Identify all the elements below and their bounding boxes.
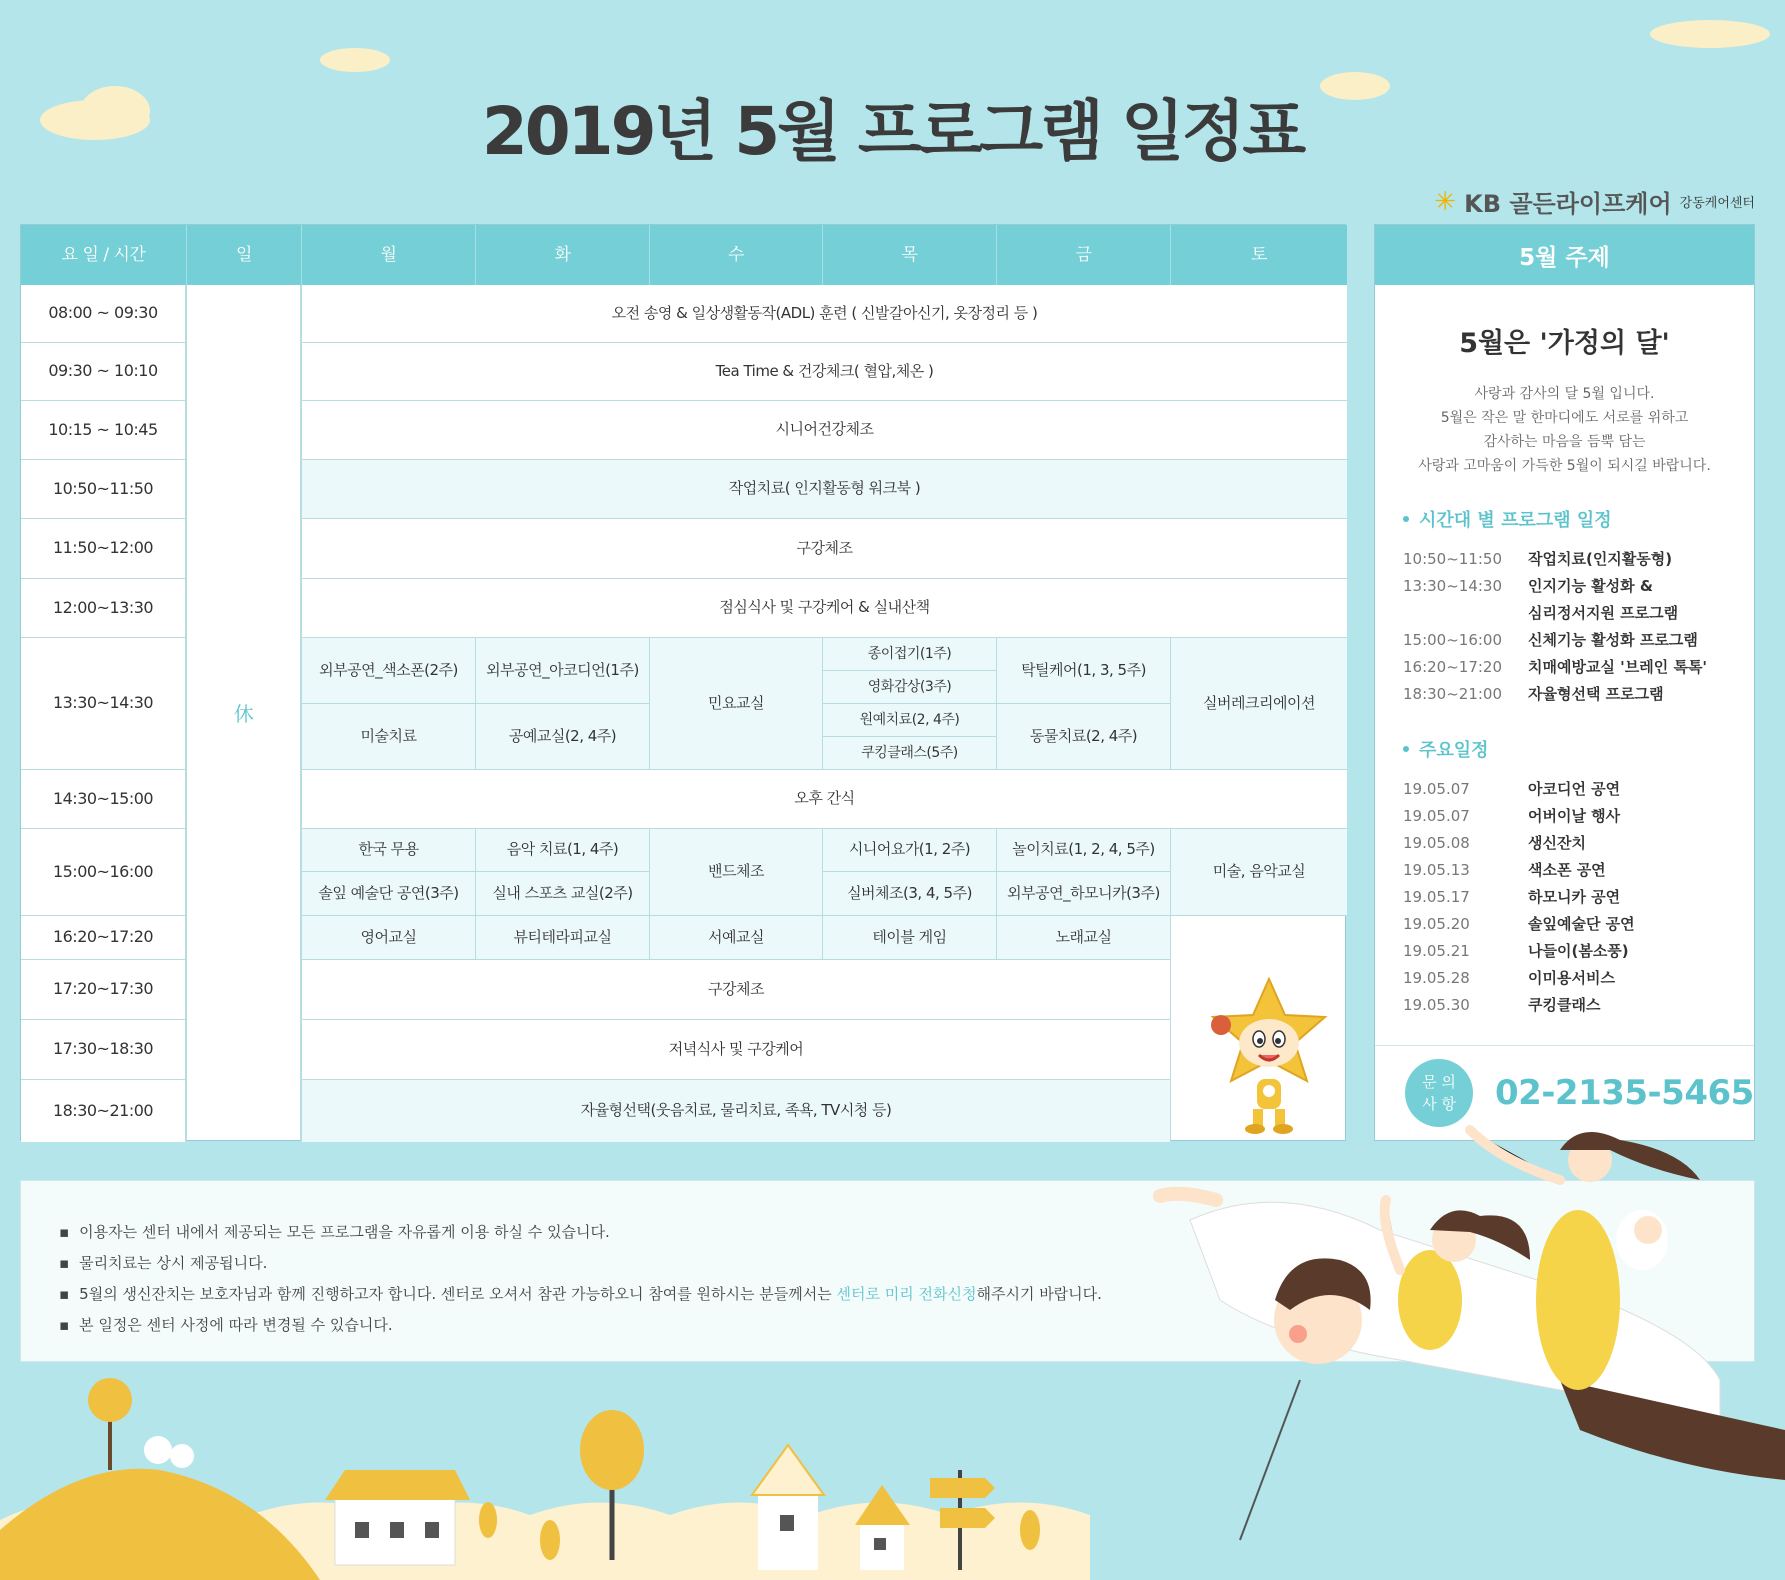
program-cell: 영화감상(3주) (823, 671, 997, 704)
note-highlight: 센터로 미리 전화신청 (836, 1285, 977, 1303)
list-item (1403, 546, 1754, 573)
program-cell: 쿠킹클래스(5주) (823, 737, 997, 770)
program-cell: 미술, 음악교실 (1171, 829, 1347, 916)
program-cell: 민요교실 (650, 638, 823, 770)
note-text: 5월의 생신잔치는 보호자님과 함께 진행하고자 합니다. 센터로 오셔서 참관 가능하오니 참여를 원하시는 분들께서는 (79, 1285, 837, 1303)
list-item-program: 치매예방교실 '브레인 톡톡' (1528, 658, 1708, 676)
list-item (1403, 600, 1754, 627)
time-slot: 15:00~16:00 (21, 829, 187, 916)
program-row: 작업치료( 인지활동형 워크북 ) (302, 460, 1347, 519)
program-cell: 놀이치료(1, 2, 4, 5주) (997, 829, 1171, 872)
event-date: 19.05.21 (1403, 942, 1470, 960)
inquiry-section (1375, 1045, 1754, 1140)
time-slot: 08:00 ~ 09:30 (21, 285, 187, 343)
time-slot: 17:30~18:30 (21, 1020, 187, 1080)
list-item-program: 심리정서지원 프로그램 (1528, 604, 1679, 622)
list-item (1403, 776, 1754, 803)
list-item (1403, 938, 1754, 965)
event-date: 19.05.17 (1403, 888, 1470, 906)
list-item-program: 인지기능 활성화 & (1528, 577, 1653, 595)
program-row: 저녁식사 및 구강케어 (302, 1020, 1171, 1080)
list-item-time: 15:00~16:00 (1403, 631, 1503, 649)
cloud-decoration (320, 48, 390, 72)
kb-star-icon: ✳ (1434, 186, 1457, 217)
event-date: 19.05.08 (1403, 834, 1470, 852)
list-item (1403, 681, 1754, 708)
program-row: 시니어건강체조 (302, 401, 1347, 460)
event-name: 이미용서비스 (1528, 969, 1615, 987)
program-cell: 서예교실 (650, 916, 823, 960)
event-name: 솔잎예술단 공연 (1528, 915, 1635, 933)
list-item (1403, 627, 1754, 654)
cloud-decoration (1650, 20, 1770, 48)
schedule-table (20, 224, 1346, 1141)
program-row: 구강체조 (302, 519, 1347, 579)
event-date: 19.05.13 (1403, 861, 1470, 879)
program-cell: 뷰티테라피교실 (476, 916, 650, 960)
event-name: 아코디언 공연 (1528, 780, 1621, 798)
list-item-time: 13:30~14:30 (1403, 577, 1503, 595)
time-program-list (1403, 546, 1754, 708)
program-cell: 실버체조(3, 4, 5주) (823, 872, 997, 916)
event-name: 쿠킹클래스 (1528, 996, 1601, 1014)
inquiry-label: 문 의 (1422, 1073, 1456, 1091)
program-cell: 종이접기(1주) (823, 638, 997, 671)
header-mon: 월 (302, 225, 476, 285)
events-list (1403, 776, 1754, 1019)
event-date: 19.05.30 (1403, 996, 1470, 1014)
brand-logo (1434, 184, 1755, 219)
program-cell: 실버레크리에이션 (1171, 638, 1347, 770)
program-cell: 외부공연_색소폰(2주) (302, 638, 476, 704)
event-date: 19.05.20 (1403, 915, 1470, 933)
note-item: ▪ 본 일정은 센터 사정에 따라 변경될 수 있습니다. (59, 1310, 1754, 1341)
list-item (1403, 803, 1754, 830)
program-cell: 탁틸케어(1, 3, 5주) (997, 638, 1171, 704)
program-cell: 영어교실 (302, 916, 476, 960)
program-cell: 노래교실 (997, 916, 1171, 960)
note-text: 해주시기 바랍니다. (976, 1285, 1102, 1303)
program-row: 점심식사 및 구강케어 & 실내산책 (302, 579, 1347, 638)
event-name: 생신잔치 (1528, 834, 1586, 852)
event-name: 하모니카 공연 (1528, 888, 1621, 906)
program-row: 오후 간식 (302, 770, 1347, 829)
event-date: 19.05.07 (1403, 780, 1470, 798)
theme-message-line: 사랑과 감사의 달 5월 입니다. (1474, 386, 1655, 402)
bullet-icon (1403, 746, 1409, 752)
list-item-time: 10:50~11:50 (1403, 550, 1503, 568)
time-slot: 10:50~11:50 (21, 460, 187, 519)
header-day-time: 요 일 / 시간 (21, 225, 187, 285)
time-slot: 11:50~12:00 (21, 519, 187, 579)
program-cell: 시니어요가(1, 2주) (823, 829, 997, 872)
time-slot: 17:20~17:30 (21, 960, 187, 1020)
event-date: 19.05.28 (1403, 969, 1470, 987)
theme-header: 5월 주제 (1375, 225, 1754, 285)
program-cell: 테이블 게임 (823, 916, 997, 960)
program-row: Tea Time & 건강체크( 혈압,체온 ) (302, 343, 1347, 401)
time-section-label: 시간대 별 프로그램 일정 (1419, 510, 1612, 531)
list-item-time (1403, 600, 1528, 627)
notes-box (20, 1180, 1755, 1362)
phone-number[interactable]: 02-2135-5465 (1495, 1073, 1754, 1113)
program-cell: 공예교실(2, 4주) (476, 704, 650, 770)
list-item-program: 작업치료(인지활동형) (1528, 550, 1673, 568)
program-cell: 실내 스포츠 교실(2주) (476, 872, 650, 916)
theme-heading: 5월은 '가정의 달' (1459, 328, 1670, 359)
header-wed: 수 (650, 225, 823, 285)
list-item-time: 16:20~17:20 (1403, 658, 1503, 676)
theme-message-line: 감사하는 마음을 듬뿍 담는 (1483, 434, 1646, 450)
note-item: ▪ 물리치료는 상시 제공됩니다. (59, 1248, 1754, 1279)
page-title: 2019년 5월 프로그램 일정표 (481, 93, 1304, 170)
bullet-icon (1403, 516, 1409, 522)
list-item-program: 신체기능 활성화 프로그램 (1528, 631, 1698, 649)
program-row: 구강체조 (302, 960, 1171, 1020)
list-item (1403, 830, 1754, 857)
time-slot: 13:30~14:30 (21, 638, 187, 770)
header-sun: 일 (187, 225, 302, 285)
program-cell: 동물치료(2, 4주) (997, 704, 1171, 770)
list-item (1403, 573, 1754, 600)
header-sat: 토 (1171, 225, 1347, 285)
brand-center: 강동케어센터 (1679, 196, 1755, 211)
program-row: 자율형선택(웃음치료, 물리치료, 족욕, TV시청 등) (302, 1080, 1171, 1142)
header-thu: 목 (823, 225, 997, 285)
events-section-label: 주요일정 (1419, 740, 1489, 761)
program-cell: 미술치료 (302, 704, 476, 770)
inquiry-label: 사 항 (1422, 1095, 1456, 1113)
event-date: 19.05.07 (1403, 807, 1470, 825)
header-tue: 화 (476, 225, 650, 285)
list-item (1403, 992, 1754, 1019)
theme-message (1375, 382, 1754, 478)
time-slot: 10:15 ~ 10:45 (21, 401, 187, 460)
time-slot: 16:20~17:20 (21, 916, 187, 960)
theme-panel (1374, 224, 1755, 1141)
inquiry-badge (1405, 1059, 1473, 1127)
event-name: 나들이(봄소풍) (1528, 942, 1629, 960)
events-section-title (1403, 736, 1754, 762)
time-section-title (1403, 506, 1754, 532)
event-name: 어버이날 행사 (1528, 807, 1621, 825)
program-cell: 음악 치료(1, 4주) (476, 829, 650, 872)
program-cell: 외부공연_하모니카(3주) (997, 872, 1171, 916)
list-item (1403, 654, 1754, 681)
list-item-time: 18:30~21:00 (1403, 685, 1503, 703)
theme-message-line: 5월은 작은 말 한마디에도 서로를 위하고 (1440, 410, 1689, 426)
program-cell: 솔잎 예술단 공연(3주) (302, 872, 476, 916)
brand-name: KB 골든라이프케어 (1464, 190, 1672, 218)
program-cell: 원예치료(2, 4주) (823, 704, 997, 737)
time-slot: 18:30~21:00 (21, 1080, 187, 1142)
sunday-rest: 休 (187, 285, 302, 1142)
time-slot: 09:30 ~ 10:10 (21, 343, 187, 401)
program-cell: 한국 무용 (302, 829, 476, 872)
list-item (1403, 857, 1754, 884)
list-item (1403, 911, 1754, 938)
event-name: 색소폰 공연 (1528, 861, 1606, 879)
star-mascot-icon (1191, 965, 1347, 1141)
program-cell: 밴드체조 (650, 829, 823, 916)
program-cell: 외부공연_아코디언(1주) (476, 638, 650, 704)
time-slot: 12:00~13:30 (21, 579, 187, 638)
list-item (1403, 884, 1754, 911)
note-item: ▪ 이용자는 센터 내에서 제공되는 모든 프로그램을 자유롭게 이용 하실 수 있습니다. (59, 1217, 1754, 1248)
list-item (1403, 965, 1754, 992)
header-fri: 금 (997, 225, 1171, 285)
program-row: 오전 송영 & 일상생활동작(ADL) 훈련 ( 신발갈아신기, 옷장정리 등 ) (302, 285, 1347, 343)
time-slot: 14:30~15:00 (21, 770, 187, 829)
note-item (59, 1279, 1754, 1310)
list-item-program: 자율형선택 프로그램 (1528, 685, 1664, 703)
theme-message-line: 사랑과 고마움이 가득한 5월이 되시길 바랍니다. (1418, 458, 1711, 474)
